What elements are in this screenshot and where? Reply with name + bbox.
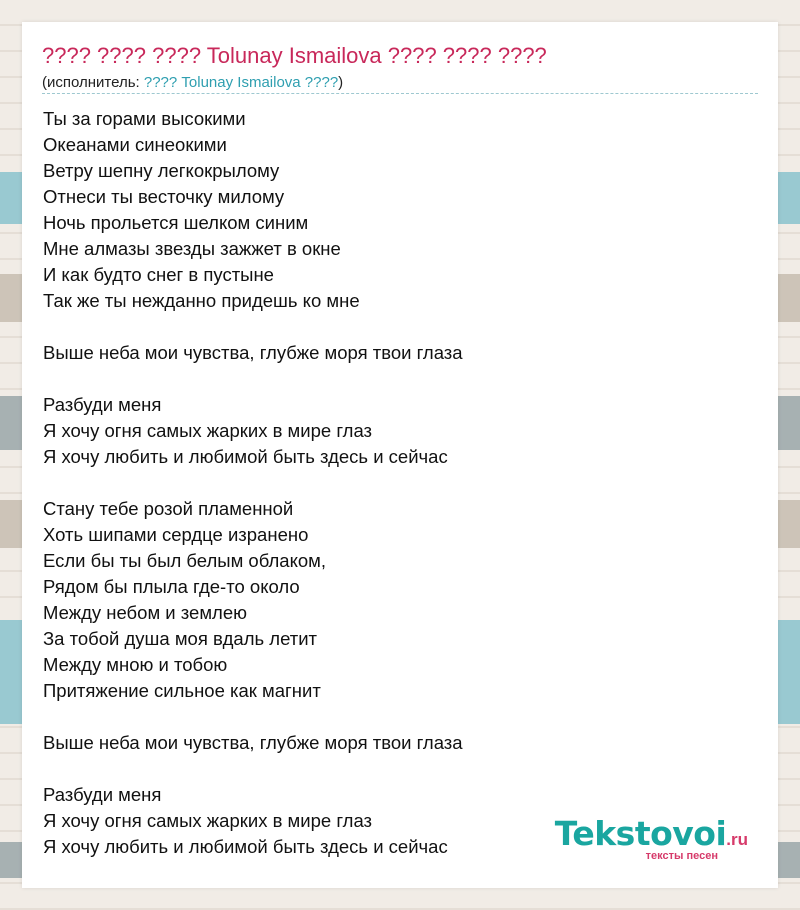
- lyric-line: Я хочу огня самых жарких в мире глаз: [43, 810, 373, 831]
- lyric-line: Я хочу любить и любимой быть здесь и сейчас: [43, 446, 448, 467]
- logo-tagline: тексты песен: [645, 850, 718, 862]
- lyric-line: Я хочу огня самых жарких в мире глаз: [43, 420, 373, 441]
- title-divider: [42, 93, 758, 94]
- stanza-gap: [43, 314, 463, 340]
- lyrics-card: [22, 22, 778, 888]
- lyric-line: Ветру шепну легкокрылому: [43, 160, 280, 181]
- lyric-line: Между небом и землею: [43, 602, 248, 623]
- logo-name: Tekstovoi: [554, 814, 727, 853]
- lyric-line: Разбуди меня: [43, 784, 162, 805]
- artist-byline: [42, 74, 343, 91]
- stanza-gap: [43, 470, 463, 496]
- lyric-line: Выше неба мои чувства, глубже моря твои глаза: [43, 732, 463, 753]
- lyric-line: Выше неба мои чувства, глубже моря твои глаза: [43, 342, 463, 363]
- byline-suffix: ): [338, 74, 344, 91]
- stanza-gap: [43, 366, 463, 392]
- lyric-line: Рядом бы плыла где-то около: [43, 576, 300, 597]
- lyric-line: Я хочу любить и любимой быть здесь и сейчас: [43, 836, 448, 857]
- song-title: ???? ???? ???? Tolunay Ismailova ???? ???? ????: [42, 43, 547, 68]
- lyric-line: Отнеси ты весточку милому: [43, 186, 285, 207]
- lyrics-text: [43, 106, 463, 860]
- lyric-line: Притяжение сильное как магнит: [43, 680, 321, 701]
- lyric-line: Между мною и тобою: [43, 654, 228, 675]
- lyric-line: Стану тебе розой пламенной: [43, 498, 294, 519]
- lyric-line: Ты за горами высокими: [43, 108, 246, 129]
- stanza-gap: [43, 704, 463, 730]
- lyric-line: За тобой душа моя вдаль летит: [43, 628, 318, 649]
- byline-prefix: (исполнитель:: [42, 74, 144, 91]
- lyric-line: Хоть шипами сердце изранено: [43, 524, 309, 545]
- lyric-line: Океанами синеокими: [43, 134, 227, 155]
- lyric-line: Ночь прольется шелком синим: [43, 212, 309, 233]
- lyric-line: И как будто снег в пустыне: [43, 264, 274, 285]
- lyric-line: Мне алмазы звезды зажжет в окне: [43, 238, 341, 259]
- lyric-line: Так же ты нежданно придешь ко мне: [43, 290, 360, 311]
- artist-link[interactable]: ???? Tolunay Ismailova ????: [143, 74, 339, 91]
- site-logo[interactable]: [554, 814, 748, 862]
- lyric-line: Разбуди меня: [43, 394, 162, 415]
- lyric-line: Если бы ты был белым облаком,: [43, 550, 327, 571]
- logo-tld: .ru: [726, 830, 748, 849]
- stanza-gap: [43, 756, 463, 782]
